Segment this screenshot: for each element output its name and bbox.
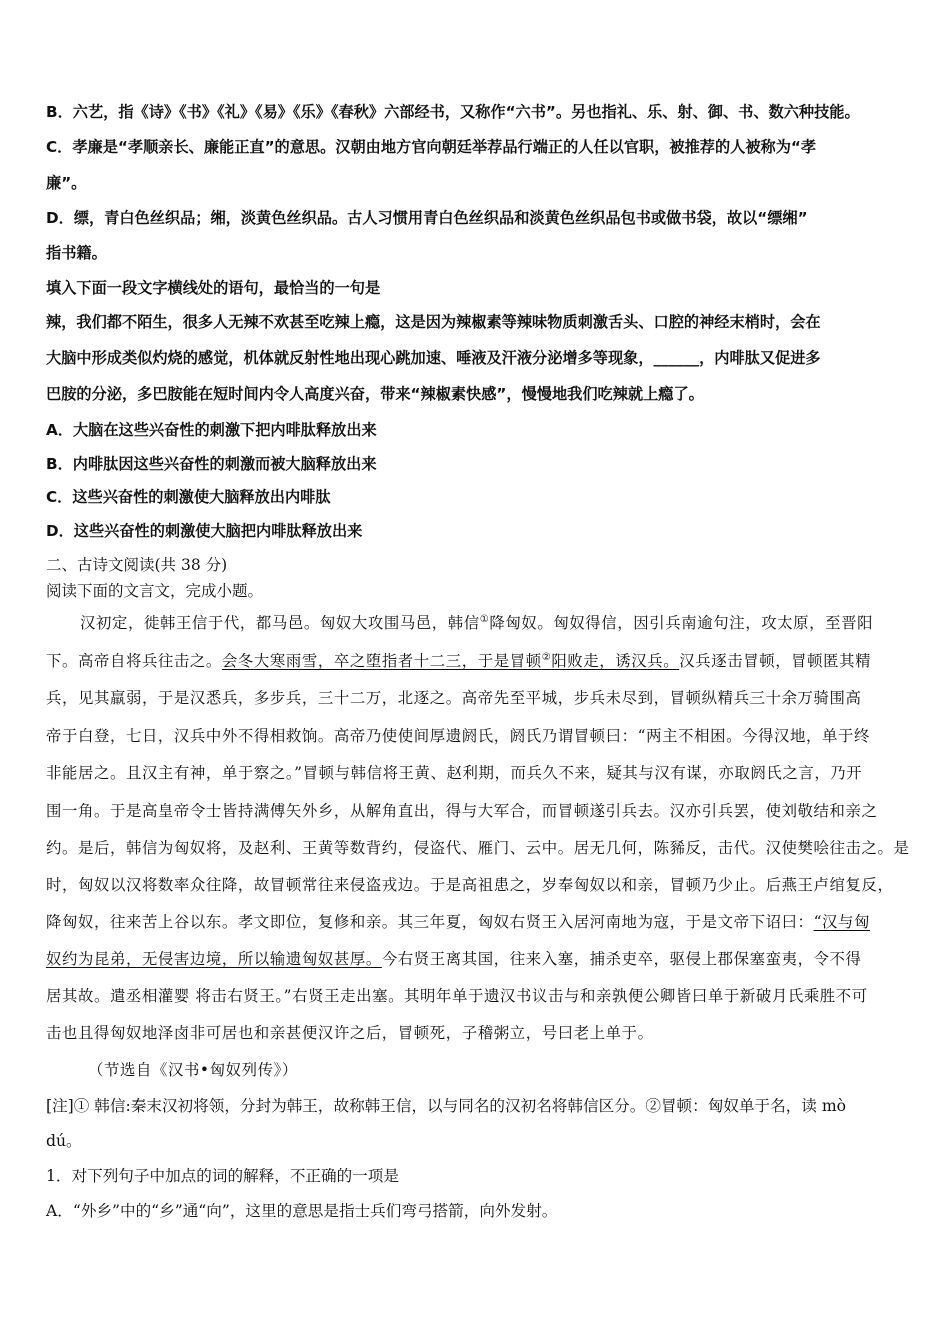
classical-line-5: 非能居之。且汉主有神，单于察之。”冒顿与韩信将王黄、赵利期，而兵久不来，疑其与汉有谋，亦取阏氏之言，乃开: [46, 764, 863, 782]
fill-passage-line1: 辣，我们都不陌生，很多人无辣不欢甚至吃辣上瘾，这是因为辣椒素等辣味物质刺激舌头、口腔的神经末梢时，会在: [46, 313, 821, 331]
classical-line-11: 居其故。遣丞相灌婴 将击右贤王。”右贤王走出塞。其明年单于遗汉书议击与和亲孰便公卿皆曰单于新破月氏乘胜不可: [46, 987, 868, 1005]
classical-line-2: 下。高帝自将兵往击之。会冬大寒雨雪，卒之堕指者十二三，于是冒顿②阳败走，诱汉兵。汉兵逐击冒顿，冒顿匿其精: [46, 651, 872, 670]
note-marker-2: ②: [541, 651, 552, 663]
note-marker-1: ①: [479, 613, 490, 625]
section-instruction: 阅读下面的文言文，完成小题。: [46, 582, 264, 600]
fill-option-d: D．这些兴奋性的刺激使大脑把内啡肽释放出来: [46, 522, 363, 540]
option-d-piaoxiang-line1: D．缥，青白色丝织品；缃，淡黄色丝织品。古人习惯用青白色丝织品和淡黄色丝织品包书或做书袋，故以“缥缃”: [46, 209, 808, 227]
classical-line-3: 兵，见其羸弱，于是汉悉兵，多步兵，三十二万，北逐之。高帝先至平城，步兵未尽到，冒顿纵精兵三十余万骑围高: [46, 689, 862, 707]
question-1-stem: 1．对下列句子中加点的词的解释，不正确的一项是: [46, 1167, 399, 1185]
classical-line-12: 击也且得匈奴地泽卤非可居也和亲甚便汉许之后，冒顿死，子稽粥立，号曰老上单于。: [46, 1024, 654, 1042]
fill-option-b: B．内啡肽因这些兴奋性的刺激而被大脑释放出来: [46, 455, 377, 473]
notes-line-2: dú。: [46, 1132, 82, 1150]
section-heading: 二、古诗文阅读(共 38 分): [46, 556, 228, 574]
fill-passage-line3: 巴胺的分泌，多巴胺能在短时间内令人高度兴奋，带来“辣椒素快感”，慢慢地我们吃辣就上瘾了。: [46, 385, 704, 403]
fill-passage-line2: 大脑中形成类似灼烧的感觉，机体就反射性地出现心跳加速、唾液及汗液分泌增多等现象，______，内啡肽又促进多: [46, 349, 821, 367]
classical-line-7: 约。是后，韩信为匈奴将，及赵利、王黄等数背约，侵盗代、雁门、云中。居无几何，陈豨反，击代。汉使樊哙往击之。是: [46, 839, 910, 857]
fill-option-c: C．这些兴奋性的刺激使大脑释放出内啡肽: [46, 488, 331, 506]
classical-source: （节选自《汉书•匈奴列传》）: [88, 1061, 298, 1079]
option-c-xiaolian-line2: 廉”。: [46, 174, 87, 192]
classical-line-8: 时，匈奴以汉将数率众往降，故冒顿常往来侵盗戎边。于是高祖患之，岁奉匈奴以和亲，冒顿乃少止。后燕王卢绾复反，: [46, 876, 894, 894]
fill-option-a: A．大脑在这些兴奋性的刺激下把内啡肽释放出来: [46, 421, 377, 439]
underlined-sentence-1: 会冬大寒雨雪，卒之堕指者十二三，于是冒顿②阳败走，诱汉兵。: [221, 651, 680, 670]
fill-question-prompt: 填入下面一段文字横线处的语句，最恰当的一句是: [46, 279, 381, 297]
notes-line-1: [注]① 韩信:秦末汉初将领，分封为韩王，故称韩王信，以与同名的汉初名将韩信区分。②冒顿：匈奴单于名，读 mò: [46, 1097, 847, 1115]
classical-line-1: 汉初定，徙韩王信于代，都马邑。匈奴大攻围马邑，韩信①降匈奴。匈奴得信，因引兵南逾句注，攻太原，至晋阳: [80, 613, 874, 632]
classical-line-9: 降匈奴，往来苦上谷以东。孝文即位，复修和亲。其三年夏，匈奴右贤王入居河南地为寇，于是文帝下诏曰：“汉与匈: [46, 913, 871, 931]
classical-line-10: 奴约为昆弟，无侵害边境，所以输遗匈奴甚厚。今右贤王离其国，往来入塞，捕杀吏卒，驱侵上郡保塞蛮夷，令不得: [46, 950, 862, 968]
classical-line-4: 帝于白登，七日，汉兵中外不得相救饷。高帝乃使使间厚遗阏氏，阏氏乃谓冒顿曰：“两主不相困。今得汉地，单于终: [46, 727, 870, 745]
option-d-piaoxiang-line2: 指书籍。: [46, 244, 107, 262]
classical-line-6: 围一角。于是高皇帝令士皆持满傅矢外乡，从解角直出，得与大军合，而冒顿遂引兵去。汉亦引兵罢，使刘敬结和亲之: [46, 802, 878, 820]
option-b-six-arts: B．六艺，指《诗》《书》《礼》《易》《乐》《春秋》六部经书，又称作“六书”。另也指礼、乐、射、御、书、数六种技能。: [46, 103, 860, 121]
question-1-option-a: A．“外乡”中的“乡”通“向”，这里的意思是指士兵们弯弓搭箭，向外发射。: [46, 1202, 558, 1220]
underlined-sentence-2-start: “汉与匈: [813, 913, 871, 931]
option-c-xiaolian-line1: C．孝廉是“孝顺亲长、廉能正直”的意思。汉朝由地方官向朝廷举荐品行端正的人任以官职，被推荐的人被称为“孝: [46, 138, 817, 156]
underlined-sentence-2-end: 奴约为昆弟，无侵害边境，所以输遗匈奴甚厚。: [46, 950, 382, 968]
